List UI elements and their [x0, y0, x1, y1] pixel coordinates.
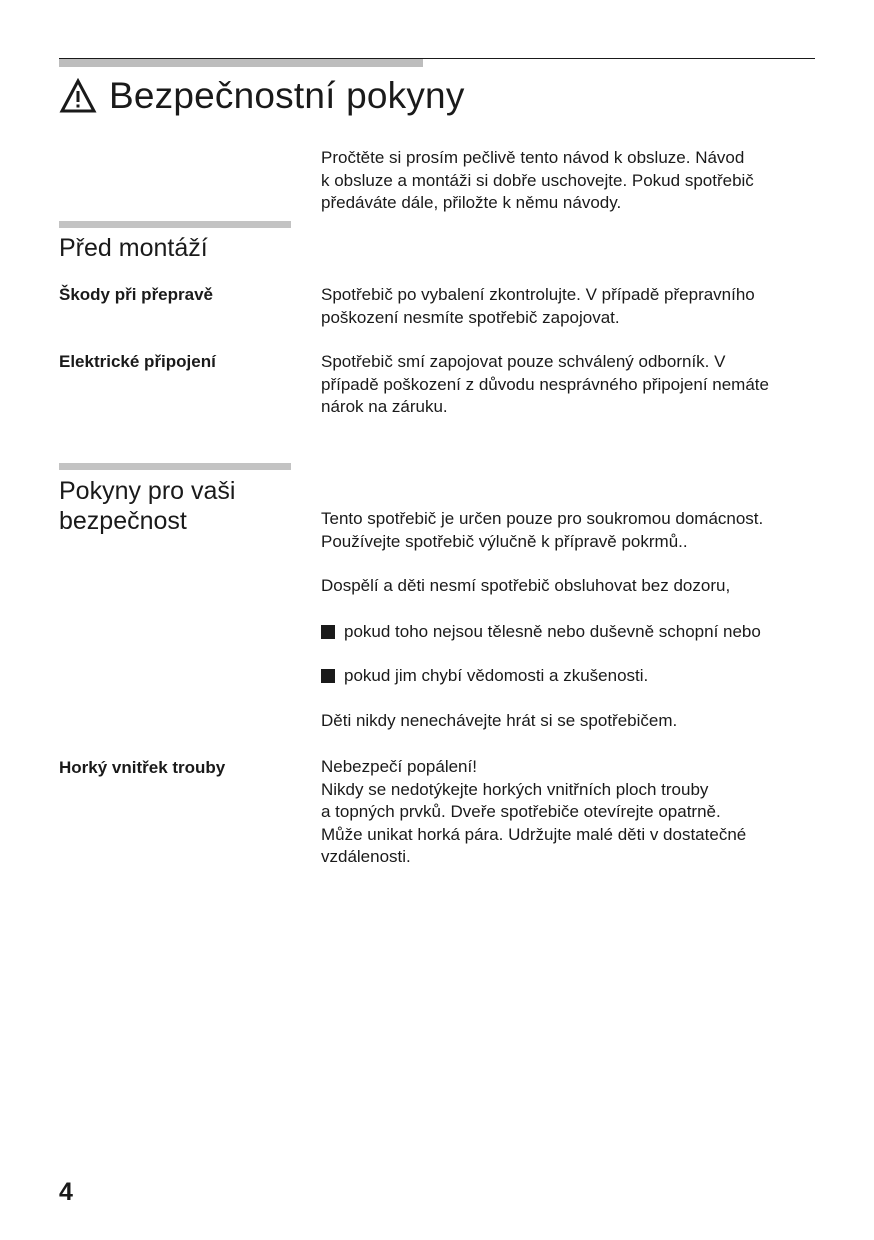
- text-line: poškození nesmíte spotřebič zapojovat.: [321, 307, 620, 327]
- section-title-line: bezpečnost: [59, 507, 187, 535]
- intro-line: k obsluze a montáži si dobře uschovejte. Pokud spotřebič: [321, 170, 754, 190]
- text-transport-damage: [321, 284, 821, 329]
- section-bar-before-installation: [59, 221, 291, 228]
- text-hot-interior: [321, 756, 821, 869]
- text-line: Nikdy se nedotýkejte horkých vnitřních ploch trouby: [321, 779, 709, 799]
- text-line: Tento spotřebič je určen pouze pro soukromou domácnost.: [321, 509, 764, 528]
- section-title-safety: [59, 476, 299, 536]
- text-intended-use: [321, 508, 821, 553]
- intro-paragraph: [321, 147, 821, 215]
- text-line: Spotřebič po vybalení zkontrolujte. V případě přepravního: [321, 285, 755, 304]
- intro-line: předáváte dále, přiložte k němu návody.: [321, 193, 622, 212]
- text-electrical-connection: [321, 351, 821, 419]
- label-electrical-connection: Elektrické připojení: [59, 352, 216, 371]
- text-line: nárok na záruku.: [321, 397, 448, 416]
- section-bar-safety: [59, 463, 291, 470]
- bullet-item: [321, 665, 831, 687]
- bullet-square-icon: [321, 669, 335, 683]
- page-title: Bezpečnostní pokyny: [109, 75, 465, 116]
- text-line: případě poškození z důvodu nesprávného připojení nemáte: [321, 374, 769, 394]
- label-transport-damage: Škody při přepravě: [59, 285, 214, 304]
- text-children-play: Děti nikdy nenechávejte hrát si se spotřebičem.: [321, 711, 678, 730]
- text-line: Může unikat horká pára. Udržujte malé děti v dostatečné: [321, 824, 747, 844]
- text-line: vzdálenosti.: [321, 847, 411, 866]
- warning-triangle-icon: [59, 78, 97, 114]
- section-title-before-installation: Před montáží: [59, 234, 208, 262]
- bullet-text: pokud toho nejsou tělesně nebo duševně schopní nebo: [344, 622, 761, 641]
- intro-line: Pročtěte si prosím pečlivě tento návod k obsluze. Návod: [321, 148, 745, 167]
- text-supervision: Dospělí a děti nesmí spotřebič obsluhovat bez dozoru,: [321, 576, 731, 595]
- bullet-square-icon: [321, 625, 335, 639]
- text-line: a topných prvků. Dveře spotřebiče otevírejte opatrně.: [321, 802, 721, 821]
- page-header: [59, 74, 465, 118]
- text-line: Spotřebič smí zapojovat pouze schválený odborník. V: [321, 352, 726, 371]
- section-title-line: Pokyny pro vaši: [59, 477, 236, 505]
- text-line: Používejte spotřebič výlučně k přípravě pokrmů..: [321, 531, 688, 551]
- page-number: 4: [59, 1178, 73, 1206]
- text-line: Nebezpečí popálení!: [321, 757, 477, 776]
- bullet-item: [321, 621, 831, 643]
- header-rule-thick: [59, 59, 423, 67]
- label-hot-interior: Horký vnitřek trouby: [59, 758, 226, 777]
- bullet-text: pokud jim chybí vědomosti a zkušenosti.: [344, 666, 649, 685]
